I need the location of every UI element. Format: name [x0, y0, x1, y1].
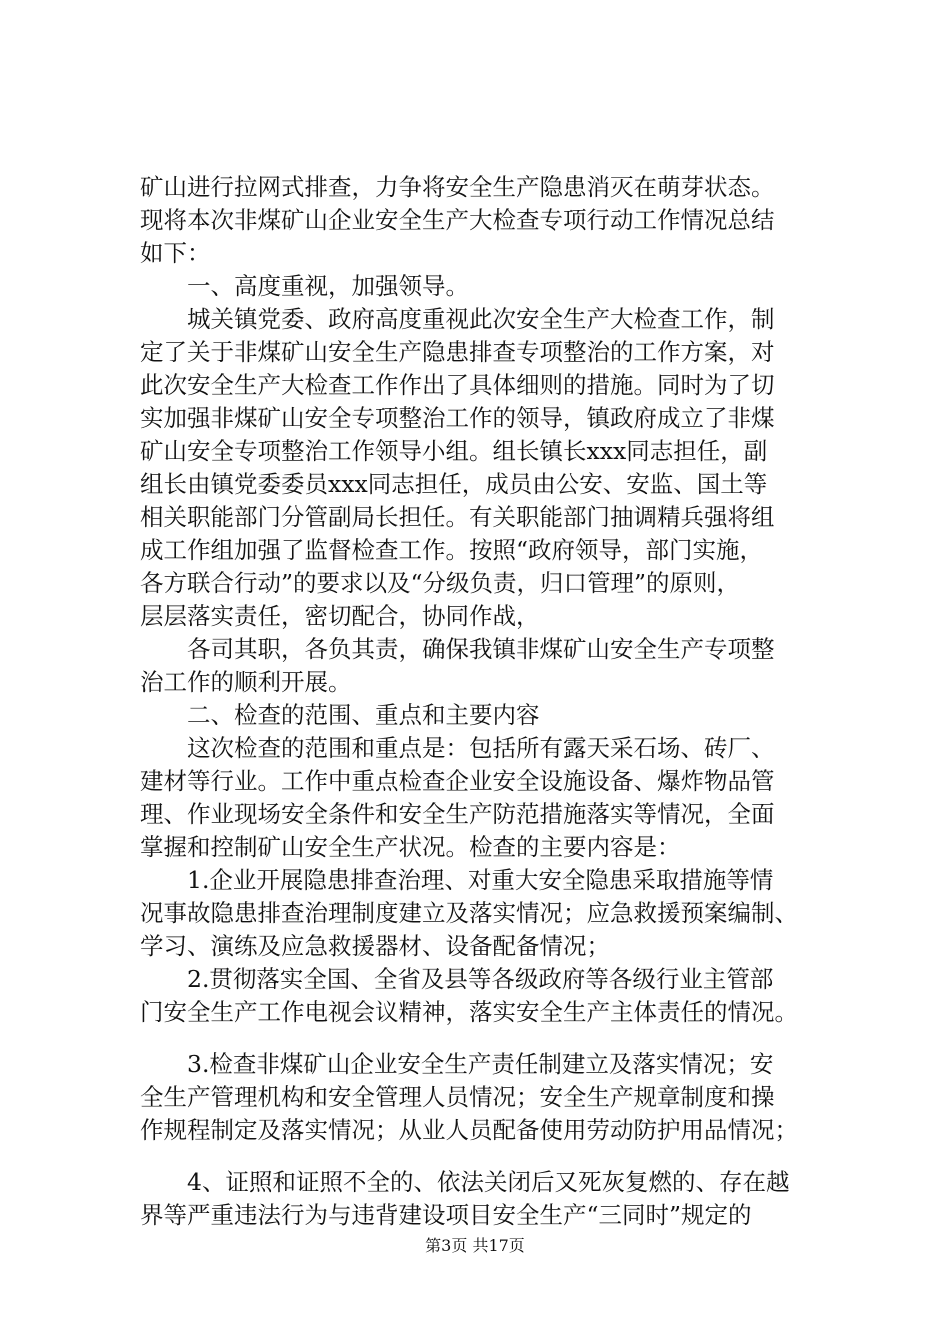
body-line: 如下： [140, 239, 211, 267]
body-line: 各司其职，各负其责，确保我镇非煤矿山安全生产专项整 [140, 635, 775, 663]
body-line: 各方联合行动”的要求以及“分级负责，归口管理”的原则， [140, 569, 741, 597]
list-item-line: 1.企业开展隐患排查治理、对重大安全隐患采取措施等情 [140, 866, 774, 894]
list-item-line: 况事故隐患排查治理制度建立及落实情况；应急救援预案编制、 [140, 899, 798, 927]
body-line: 矿山进行拉网式排查，力争将安全生产隐患消灭在萌芽状态。 [140, 173, 775, 201]
body-line: 城关镇党委、政府高度重视此次安全生产大检查工作，制 [140, 305, 775, 333]
body-line: 层层落实责任，密切配合，协同作战， [140, 602, 540, 630]
list-item-line: 学习、演练及应急救援器材、设备配备情况； [140, 932, 610, 960]
list-item-line: 全生产管理机构和安全管理人员情况；安全生产规章制度和操 [140, 1083, 775, 1111]
body-line: 定了关于非煤矿山安全生产隐患排查专项整治的工作方案，对 [140, 338, 775, 366]
body-line: 矿山安全专项整治工作领导小组。组长镇长xxx同志担任，副 [140, 437, 768, 465]
section-heading: 二、检查的范围、重点和主要内容 [140, 701, 540, 729]
body-line: 现将本次非煤矿山企业安全生产大检查专项行动工作情况总结 [140, 206, 775, 234]
list-item-line: 2.贯彻落实全国、全省及县等各级政府等各级行业主管部 [140, 965, 774, 993]
body-line: 治工作的顺利开展。 [140, 668, 352, 696]
body-line: 建材等行业。工作中重点检查企业安全设施设备、爆炸物品管 [140, 767, 775, 795]
list-item-line: 作规程制定及落实情况；从业人员配备使用劳动防护用品情况； [140, 1116, 798, 1144]
page-number-footer: 第3页 共17页 [425, 1236, 525, 1255]
list-item-line: 3.检查非煤矿山企业安全生产责任制建立及落实情况；安 [140, 1050, 774, 1078]
list-item-line: 界等严重违法行为与违背建设项目安全生产“三同时”规定的 [140, 1201, 752, 1229]
body-line: 理、作业现场安全条件和安全生产防范措施落实等情况，全面 [140, 800, 775, 828]
list-item-line: 4、证照和证照不全的、依法关闭后又死灰复燃的、存在越 [140, 1168, 790, 1196]
body-line: 这次检查的范围和重点是：包括所有露天采石场、砖厂、 [140, 734, 775, 762]
section-heading: 一、高度重视，加强领导。 [140, 272, 469, 300]
body-line: 掌握和控制矿山安全生产状况。检查的主要内容是： [140, 833, 681, 861]
body-line: 此次安全生产大检查工作作出了具体细则的措施。同时为了切 [140, 371, 775, 399]
list-item-line: 门安全生产工作电视会议精神，落实安全生产主体责任的情况。 [140, 998, 798, 1026]
body-line: 组长由镇党委委员xxx同志担任，成员由公安、安监、国土等 [140, 470, 768, 498]
body-line: 成工作组加强了监督检查工作。按照“政府领导，部门实施， [140, 536, 764, 564]
body-line: 实加强非煤矿山安全专项整治工作的领导，镇政府成立了非煤 [140, 404, 775, 432]
body-line: 相关职能部门分管副局长担任。有关职能部门抽调精兵强将组 [140, 503, 775, 531]
